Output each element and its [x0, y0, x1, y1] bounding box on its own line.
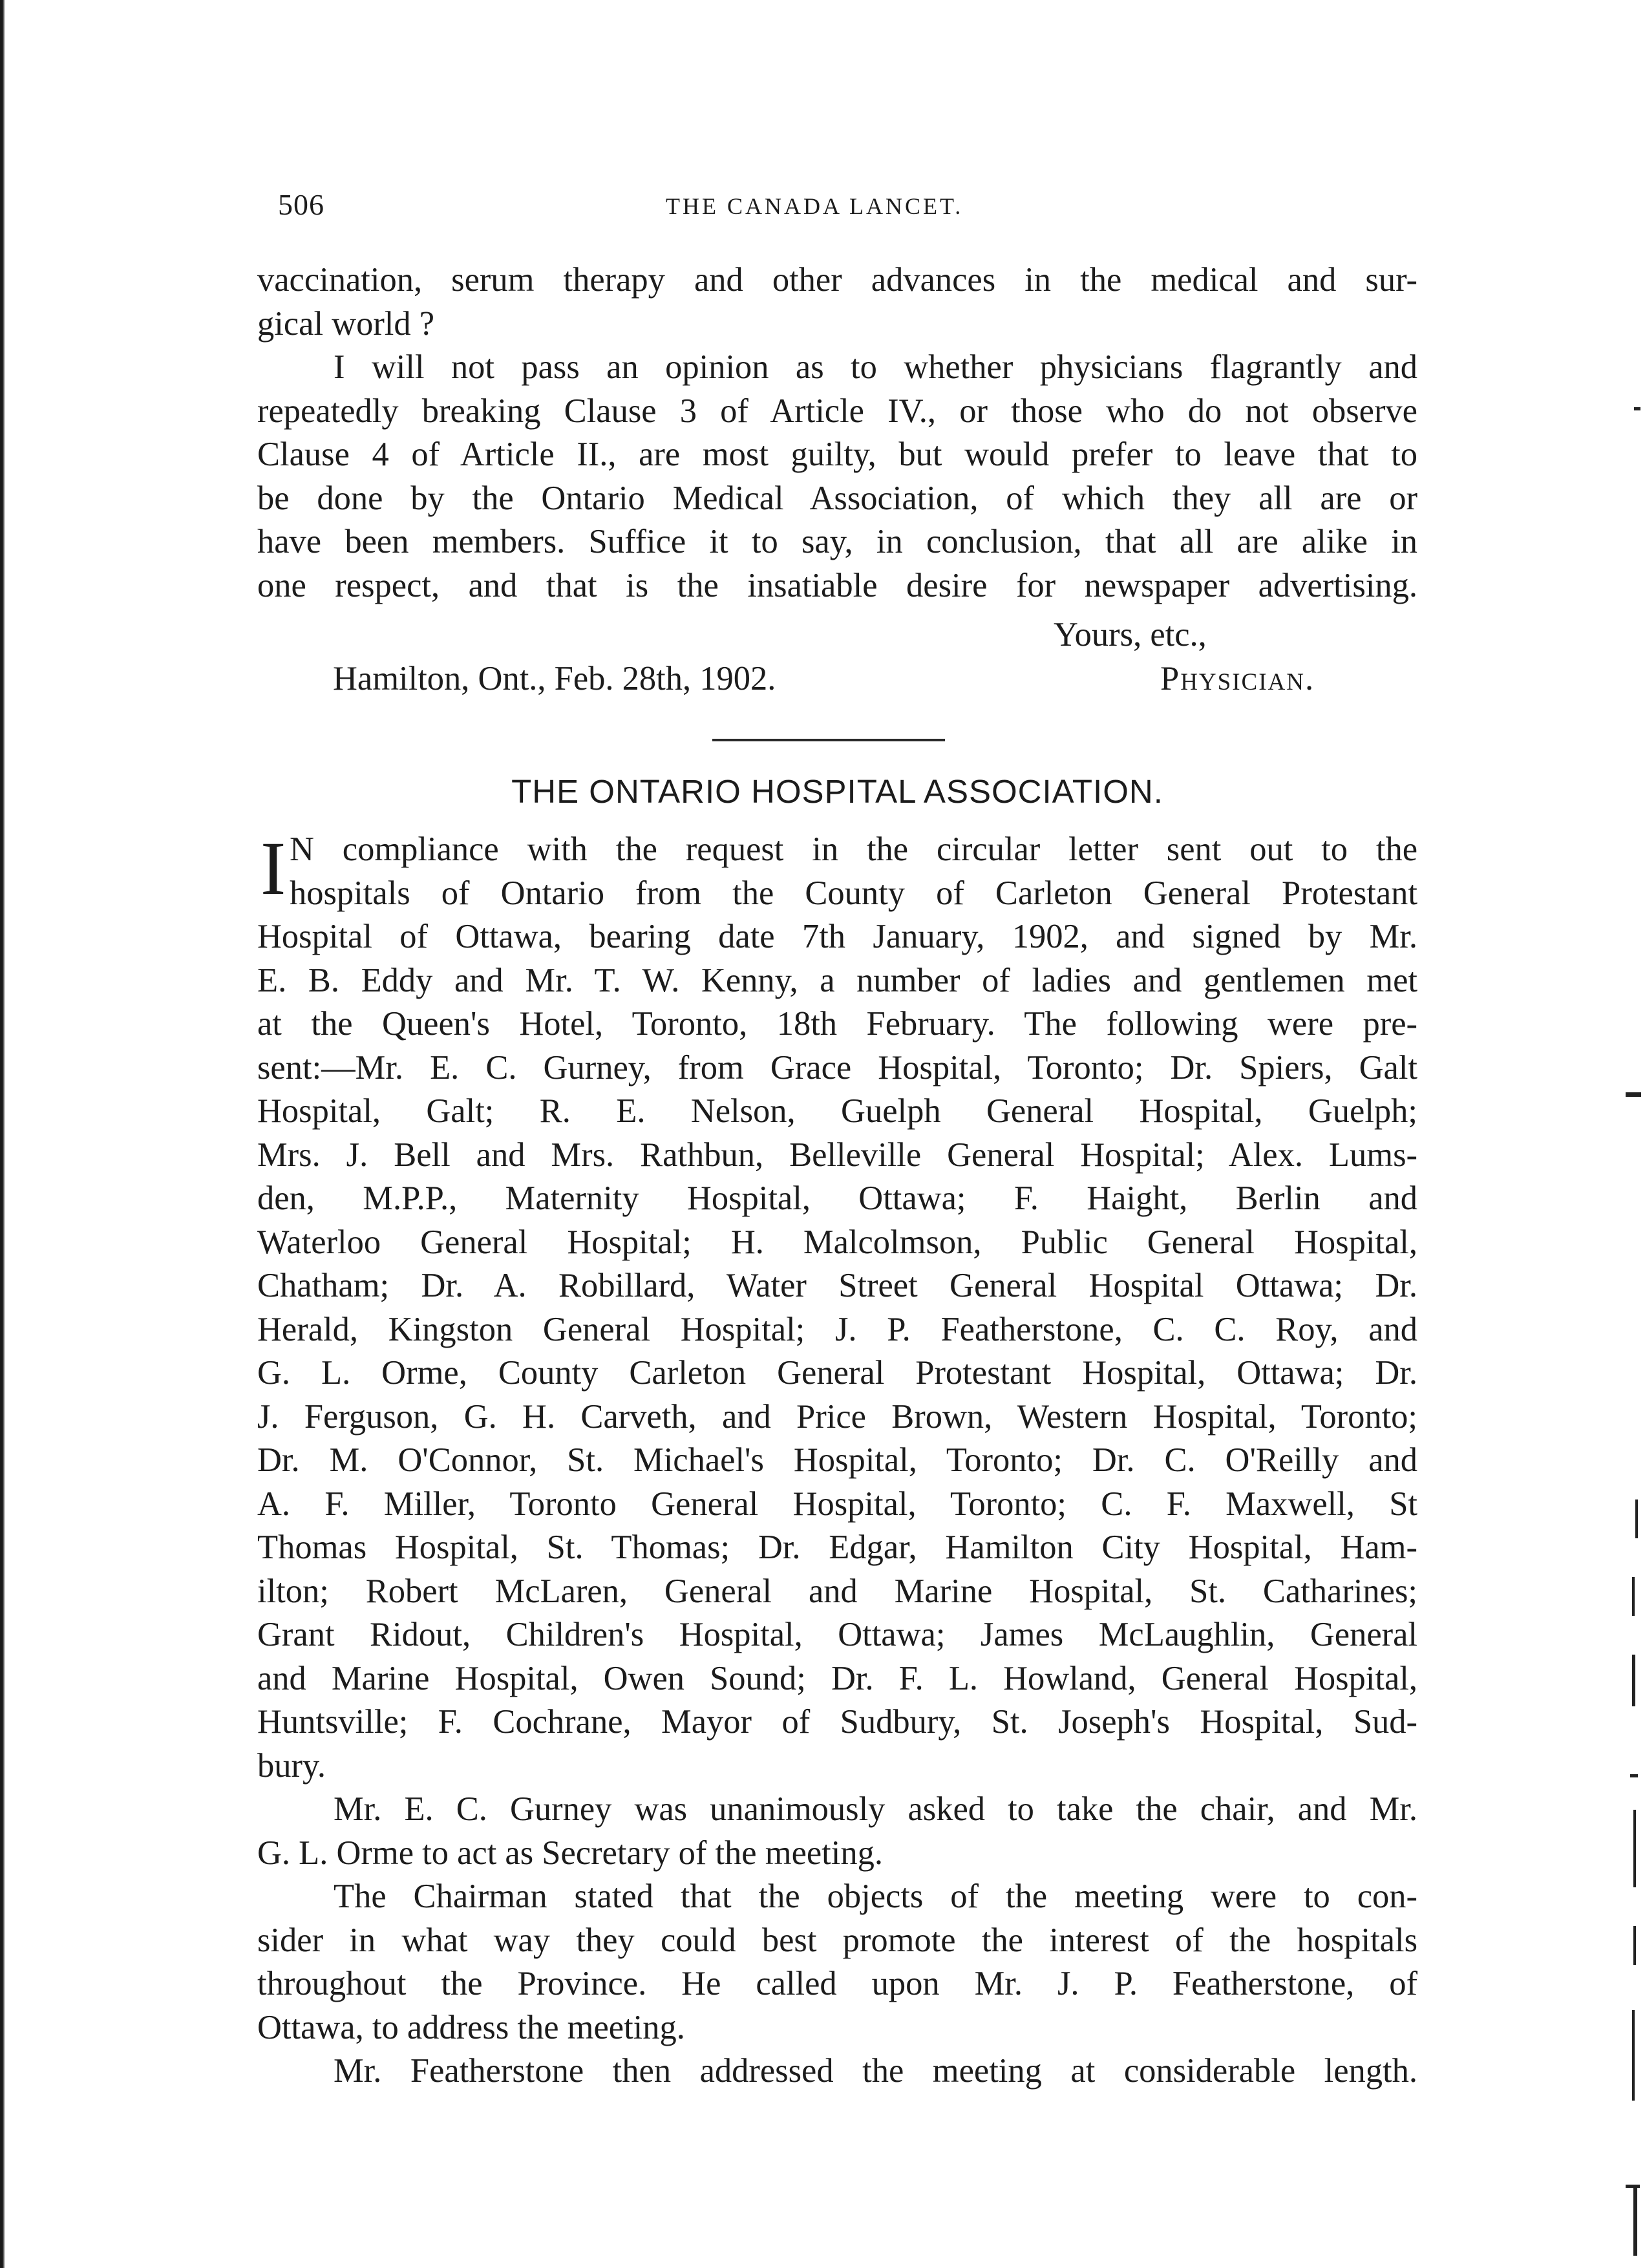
- text-line: gical world ?: [257, 304, 435, 343]
- text-line: sider in what way they could best promote the interest of the hospitals: [257, 1921, 1417, 1959]
- drop-cap: I: [260, 826, 286, 911]
- article-heading: THE ONTARIO HOSPITAL ASSOCIATION.: [511, 773, 1163, 810]
- text-line: Hospital of Ottawa, bearing date 7th January, 1902, and signed by Mr.: [257, 918, 1417, 955]
- letter-signature: Physician.: [1160, 660, 1315, 697]
- letter-closing: Yours, etc.,: [1054, 616, 1207, 653]
- scan-mark: [1626, 2185, 1640, 2188]
- page-number: 506: [278, 188, 324, 221]
- article-body: [257, 828, 1417, 2093]
- text-line: Chatham; Dr. A. Robillard, Water Street General Hospital Ottawa; Dr.: [257, 1267, 1417, 1304]
- text-line: hospitals of Ontario from the County of Carleton General Protestant: [290, 874, 1417, 912]
- text-line: Mr. E. C. Gurney was unanimously asked to take the chair, and Mr.: [334, 1790, 1417, 1828]
- text-line: Hospital, Galt; R. E. Nelson, Guelph General Hospital, Guelph;: [257, 1092, 1417, 1130]
- text-line: at the Queen's Hotel, Toronto, 18th February. The following were pre-: [257, 1005, 1417, 1043]
- text-line: throughout the Province. He called upon Mr. J. P. Featherstone, of: [257, 1965, 1417, 2002]
- text-line: Waterloo General Hospital; H. Malcolmson, Public General Hospital,: [257, 1223, 1417, 1261]
- scan-mark: [1632, 2010, 1635, 2101]
- scan-mark: [1632, 1577, 1635, 1616]
- text-line: Herald, Kingston General Hospital; J. P. Featherstone, C. C. Roy, and: [257, 1310, 1417, 1348]
- text-line: and Marine Hospital, Owen Sound; Dr. F. L. Howland, General Hospital,: [257, 1659, 1417, 1697]
- scan-mark: [1633, 1810, 1636, 1887]
- scan-mark: [1633, 1926, 1636, 1965]
- text-line: one respect, and that is the insatiable desire for newspaper advertising.: [257, 566, 1417, 604]
- text-line: G. L. Orme, County Carleton General Protestant Hospital, Ottawa; Dr.: [257, 1354, 1417, 1392]
- text-line: bury.: [257, 1746, 326, 1785]
- section-divider: [712, 739, 945, 741]
- text-line: vaccination, serum therapy and other advances in the medical and sur-: [257, 261, 1417, 299]
- text-line: J. Ferguson, G. H. Carveth, and Price Brown, Western Hospital, Toronto;: [257, 1397, 1417, 1436]
- scan-mark: [1630, 1774, 1638, 1777]
- text-line: den, M.P.P., Maternity Hospital, Ottawa; F. Haight, Berlin and: [257, 1180, 1417, 1217]
- text-line: Mr. Featherstone then addressed the meeting at considerable length.: [334, 2052, 1417, 2090]
- text-line: ilton; Robert McLaren, General and Marine Hospital, St. Catharines;: [257, 1572, 1417, 1610]
- text-line: Huntsville; F. Cochrane, Mayor of Sudbury, St. Joseph's Hospital, Sud-: [257, 1703, 1417, 1741]
- text-line: G. L. Orme to act as Secretary of the meeting.: [257, 1834, 883, 1872]
- text-line: be done by the Ontario Medical Association, of which they all are or: [257, 479, 1417, 517]
- scan-mark: [1633, 2185, 1637, 2256]
- scan-edge-left: [0, 0, 5, 2268]
- text-line: E. B. Eddy and Mr. T. W. Kenny, a number of ladies and gentlemen met: [257, 961, 1417, 999]
- text-line: Ottawa, to address the meeting.: [257, 2008, 685, 2046]
- text-line: repeatedly breaking Clause 3 of Article IV., or those who do not observe: [257, 392, 1417, 430]
- scan-mark: [1632, 1655, 1635, 1706]
- letter-place-date: Hamilton, Ont., Feb. 28th, 1902.: [333, 660, 776, 697]
- journal-title: THE CANADA LANCET.: [666, 193, 964, 219]
- text-line: have been members. Suffice it to say, in conclusion, that all are alike in: [257, 523, 1417, 560]
- text-line: Mrs. J. Bell and Mrs. Rathbun, Belleville General Hospital; Alex. Lums-: [257, 1136, 1417, 1174]
- scan-mark: [1634, 407, 1640, 410]
- scan-mark: [1626, 1092, 1641, 1097]
- text-line: sent:—Mr. E. C. Gurney, from Grace Hospital, Toronto; Dr. Spiers, Galt: [257, 1048, 1417, 1086]
- letter-body: [257, 259, 1417, 608]
- text-line: Thomas Hospital, St. Thomas; Dr. Edgar, Hamilton City Hospital, Ham-: [257, 1529, 1417, 1566]
- text-line: Clause 4 of Article II., are most guilty, but would prefer to leave that to: [257, 436, 1417, 473]
- text-line: A. F. Miller, Toronto General Hospital, Toronto; C. F. Maxwell, St: [257, 1485, 1417, 1523]
- scan-mark: [1635, 1500, 1638, 1538]
- text-line: Grant Ridout, Children's Hospital, Ottawa; James McLaughlin, General: [257, 1616, 1417, 1653]
- text-line: I will not pass an opinion as to whether physicians flagrantly and: [334, 348, 1417, 386]
- running-head: [278, 187, 1416, 226]
- text-line: The Chairman stated that the objects of the meeting were to con-: [334, 1878, 1417, 1915]
- text-line: N compliance with the request in the circular letter sent out to the: [290, 831, 1417, 868]
- text-line: Dr. M. O'Connor, St. Michael's Hospital, Toronto; Dr. C. O'Reilly and: [257, 1441, 1417, 1479]
